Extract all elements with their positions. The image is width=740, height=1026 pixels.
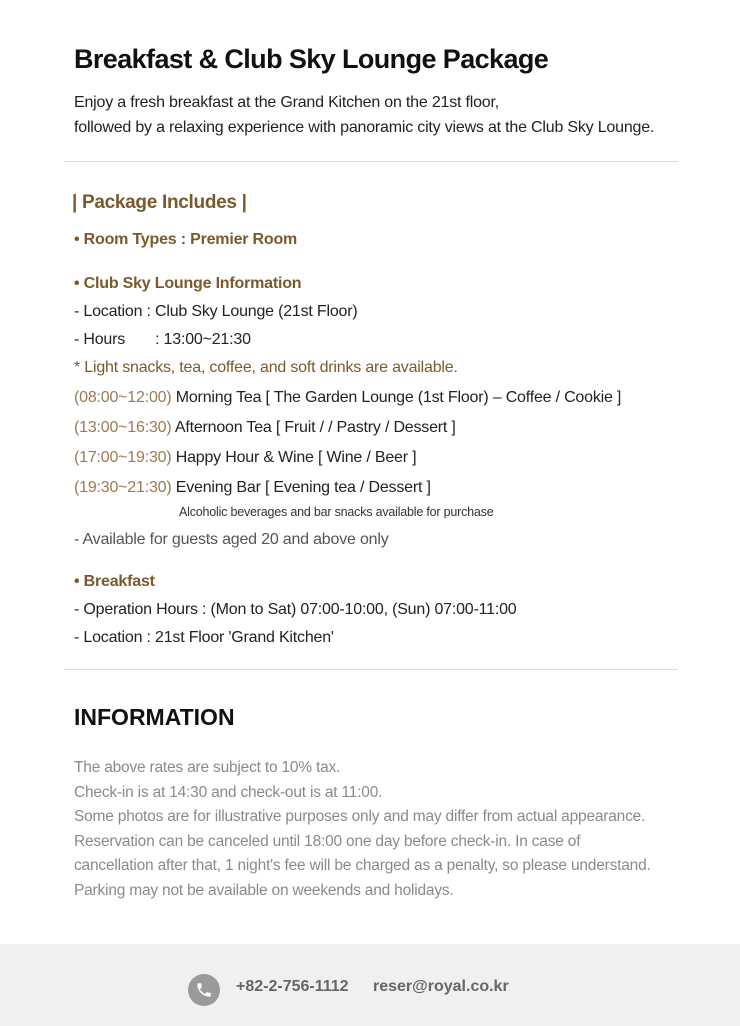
phone-number[interactable]: +82-2-756-1112 xyxy=(236,978,349,995)
information-notes xyxy=(74,756,651,904)
lounge-hours xyxy=(74,331,251,349)
schedule-time: (08:00~12:00) xyxy=(74,389,172,406)
intro-line-1: Enjoy a fresh breakfast at the Grand Kitchen on the 21st floor, xyxy=(74,94,499,111)
room-types: • Room Types : Premier Room xyxy=(74,231,298,248)
divider xyxy=(64,669,678,670)
schedule-row xyxy=(74,479,431,497)
schedule-row xyxy=(74,449,416,467)
schedule-time: (13:00~16:30) xyxy=(74,419,172,436)
schedule-row xyxy=(74,419,456,437)
lounge-heading: • Club Sky Lounge Information xyxy=(74,275,302,292)
schedule-desc: Evening Bar [ Evening tea / Dessert ] xyxy=(175,479,431,496)
breakfast-heading: • Breakfast xyxy=(74,573,155,590)
breakfast-location: - Location : 21st Floor 'Grand Kitchen' xyxy=(74,629,334,646)
schedule-desc: Happy Hour & Wine [ Wine / Beer ] xyxy=(175,449,417,466)
info-note: Some photos are for illustrative purposes only and may differ from actual appearance. xyxy=(74,808,646,826)
info-note: cancellation after that, 1 night's fee will be charged as a penalty, so please understand. xyxy=(74,857,651,875)
lounge-hours-label: - Hours xyxy=(74,331,126,348)
info-note: The above rates are subject to 10% tax. xyxy=(74,759,341,776)
bar-note: Alcoholic beverages and bar snacks available for purchase xyxy=(179,505,494,519)
contact-footer xyxy=(0,944,740,1026)
schedule-desc: Afternoon Tea [ Fruit / / Pastry / Dessert ] xyxy=(174,419,456,436)
schedule-time: (17:00~19:30) xyxy=(74,449,172,466)
lounge-location: - Location : Club Sky Lounge (21st Floor) xyxy=(74,303,358,320)
schedule-desc: Morning Tea [ The Garden Lounge (1st Floor) – Coffee / Cookie ] xyxy=(175,389,622,406)
schedule-time: (19:30~21:30) xyxy=(74,479,172,496)
intro-line-2: followed by a relaxing experience with panoramic city views at the Club Sky Lounge. xyxy=(74,119,655,136)
package-includes-heading: | Package Includes | xyxy=(72,192,247,213)
package-title: Breakfast & Club Sky Lounge Package xyxy=(74,44,549,74)
info-note: Reservation can be canceled until 18:00 one day before check-in. In case of xyxy=(74,832,581,850)
lounge-note: * Light snacks, tea, coffee, and soft drinks are available. xyxy=(74,359,458,376)
info-note: Check-in is at 14:30 and check-out is at 11:00. xyxy=(74,783,383,801)
package-intro xyxy=(74,90,654,140)
schedule-row xyxy=(74,389,621,407)
email-address[interactable]: reser@royal.co.kr xyxy=(373,978,509,995)
divider xyxy=(64,161,678,162)
breakfast-hours: - Operation Hours : (Mon to Sat) 07:00-10:00, (Sun) 07:00-11:00 xyxy=(74,601,517,618)
phone-icon xyxy=(188,974,220,1006)
age-note: - Available for guests aged 20 and above only xyxy=(74,531,389,548)
information-heading: INFORMATION xyxy=(74,704,235,730)
lounge-hours-value: : 13:00~21:30 xyxy=(155,331,251,348)
info-note: Parking may not be available on weekends and holidays. xyxy=(74,881,454,899)
